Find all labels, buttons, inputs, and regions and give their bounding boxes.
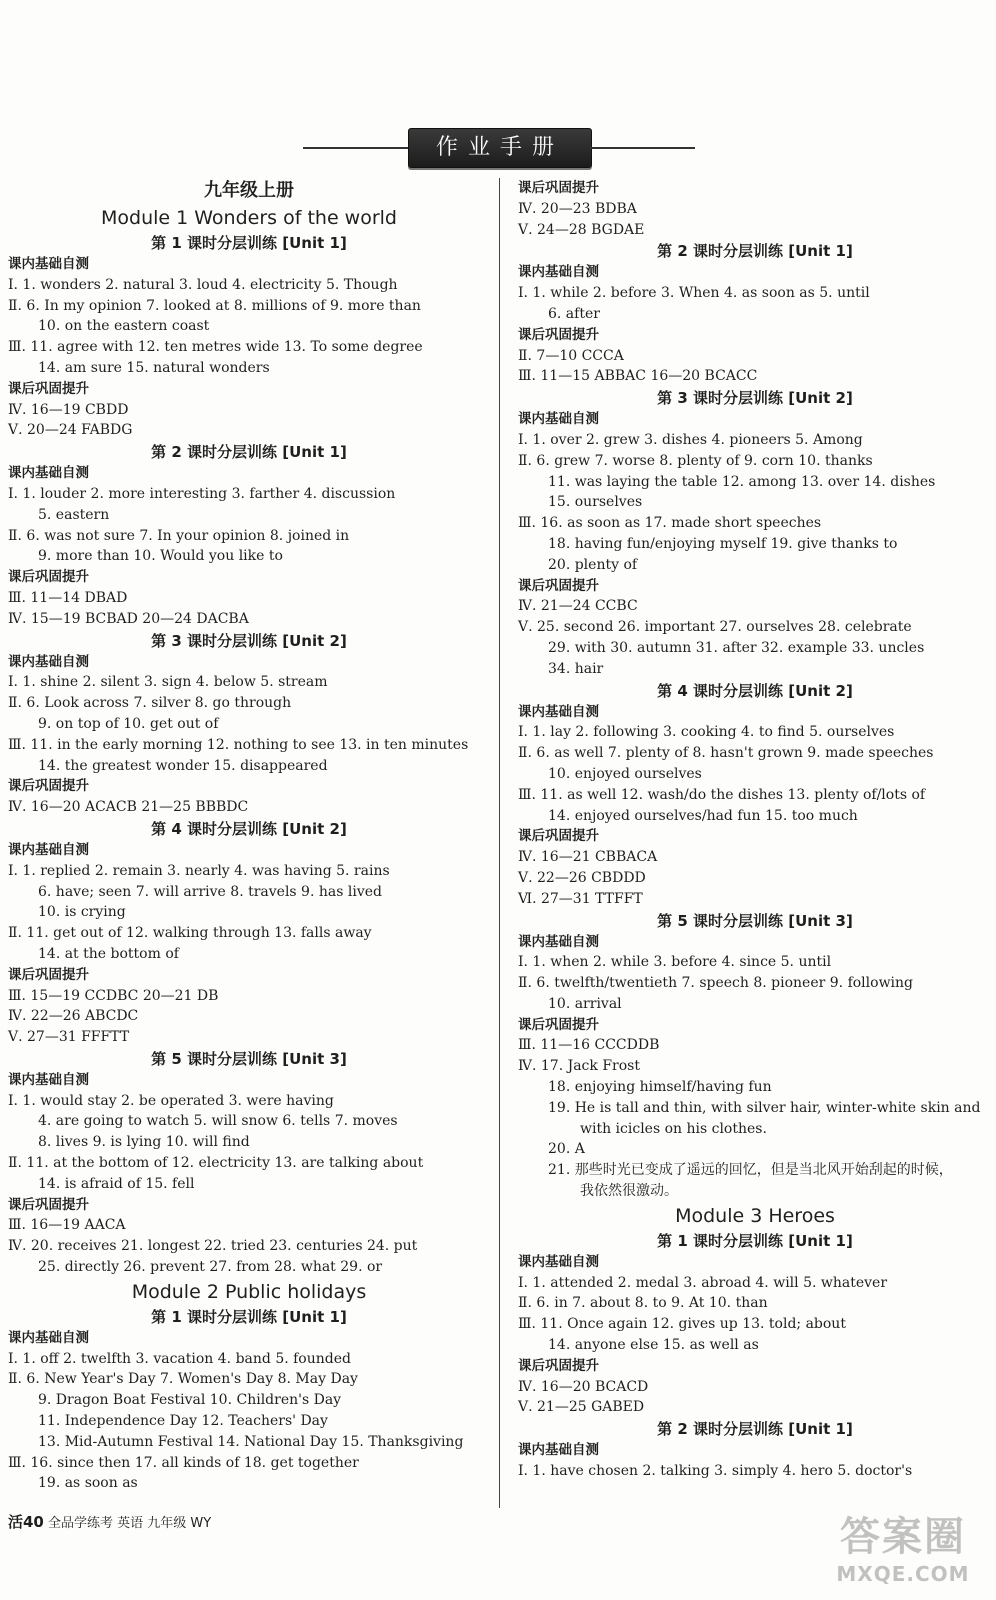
answer-line: 10. on the eastern coast	[38, 318, 210, 335]
answer-line: 10. enjoyed ourselves	[548, 765, 702, 782]
answer-line: Ⅰ. 1. while 2. before 3. When 4. as soon as 5. until	[518, 285, 870, 302]
answer-line: Ⅲ. 11—16 CCCDDB	[518, 1037, 660, 1054]
left-column	[8, 178, 490, 1494]
section-label: 课后巩固提升	[8, 380, 89, 397]
answer-line: 11. Independence Day 12. Teachers' Day	[38, 1413, 328, 1430]
answer-line: 5. eastern	[38, 506, 110, 523]
section-label: 课内基础自测	[518, 703, 599, 720]
answer-line: 14. anyone else 15. as well as	[548, 1337, 759, 1354]
answer-line: Ⅳ. 21—24 CCBC	[518, 598, 638, 615]
page-number: 活40	[8, 1513, 44, 1531]
section-label: 课后巩固提升	[518, 326, 599, 343]
answer-line: 18. having fun/enjoying myself 19. give thanks to	[548, 535, 898, 552]
watermark-logo	[828, 1505, 978, 1590]
section-label: 课内基础自测	[8, 256, 89, 272]
answer-line: Ⅰ. 1. would stay 2. be operated 3. were having	[8, 1092, 334, 1109]
column-divider	[499, 178, 500, 1508]
answer-line: 我依然很激动。	[580, 1183, 678, 1200]
answer-line: Ⅳ. 16—20 BCACD	[518, 1378, 649, 1395]
answer-line: with icicles on his clothes.	[580, 1120, 767, 1137]
answer-line: Ⅴ. 22—26 CBDDD	[518, 869, 646, 886]
answer-line: Ⅴ. 20—24 FABDG	[8, 422, 133, 439]
book-info: 全品学练考 英语 九年级 WY	[48, 1516, 212, 1531]
answer-line: Ⅰ. 1. shine 2. silent 3. sign 4. below 5. stream	[8, 674, 328, 691]
answer-line: Ⅲ. 16. since then 17. all kinds of 18. get together	[8, 1454, 359, 1471]
answer-line: Ⅲ. 11. Once again 12. gives up 13. told; about	[518, 1316, 846, 1333]
answer-line: Ⅱ. 6. in 7. about 8. to 9. At 10. than	[518, 1295, 768, 1312]
section-label: 课内基础自测	[518, 264, 599, 281]
section-label: 课后巩固提升	[8, 966, 89, 983]
answer-line: Ⅳ. 20. receives 21. longest 22. tried 23. centuries 24. put	[8, 1238, 418, 1255]
answer-line: 6. have; seen 7. will arrive 8. travels 9. has lived	[38, 883, 382, 900]
answer-line: Ⅱ. 6. New Year's Day 7. Women's Day 8. May Day	[8, 1371, 358, 1388]
watermark-mark: 答案圈	[840, 1514, 966, 1560]
answer-line: Ⅱ. 6. grew 7. worse 8. plenty of 9. corn 10. thanks	[518, 452, 873, 469]
answer-line: 10. arrival	[548, 995, 622, 1012]
answer-line: 8. lives 9. is lying 10. will find	[38, 1134, 250, 1151]
lesson-title: 第 4 课时分层训练 [Unit 2]	[657, 681, 853, 700]
section-label: 课后巩固提升	[518, 828, 599, 845]
answer-line: Ⅰ. 1. replied 2. remain 3. nearly 4. was having 5. rains	[8, 862, 390, 879]
lesson-title: 第 1 课时分层训练 [Unit 1]	[151, 1307, 347, 1326]
module-title: Module 2 Public holidays	[131, 1280, 367, 1303]
answer-line: 18. enjoying himself/having fun	[548, 1079, 772, 1096]
section-label: 课内基础自测	[518, 1253, 599, 1270]
lesson-title: 第 5 课时分层训练 [Unit 3]	[151, 1049, 347, 1068]
section-label: 课内基础自测	[8, 465, 89, 482]
lesson-title: 第 3 课时分层训练 [Unit 2]	[151, 631, 347, 650]
lesson-title: 第 2 课时分层训练 [Unit 1]	[657, 1420, 853, 1439]
answer-line: Ⅵ. 27—31 TTFFT	[518, 890, 643, 907]
answer-line: Ⅰ. 1. wonders 2. natural 3. loud 4. electricity 5. Though	[8, 276, 398, 293]
section-label: 课内基础自测	[8, 841, 89, 858]
answer-line: Ⅱ. 6. Look across 7. silver 8. go through	[8, 695, 292, 712]
answer-line: Ⅳ. 16—21 CBBACA	[518, 849, 658, 866]
lesson-title: 第 2 课时分层训练 [Unit 1]	[151, 443, 347, 462]
answer-line: Ⅱ. 6. as well 7. plenty of 8. hasn't grown 9. made speeches	[518, 745, 934, 762]
answer-line: Ⅰ. 1. when 2. while 3. before 4. since 5. until	[518, 954, 832, 971]
answer-line: Ⅱ. 6. was not sure 7. In your opinion 8. joined in	[8, 527, 350, 544]
answer-line: 20. A	[548, 1141, 585, 1158]
answer-line: Ⅳ. 16—20 ACACB 21—25 BBBDC	[8, 799, 249, 816]
answer-line: Ⅱ. 6. In my opinion 7. looked at 8. millions of 9. more than	[8, 297, 421, 314]
answer-line: Ⅱ. 6. twelfth/twentieth 7. speech 8. pioneer 9. following	[518, 975, 914, 992]
answer-line: Ⅰ. 1. lay 2. following 3. cooking 4. to find 5. ourselves	[518, 724, 895, 741]
answer-line: 34. hair	[548, 660, 604, 677]
answer-line: 13. Mid-Autumn Festival 14. National Day 15. Thanksgiving	[38, 1433, 464, 1450]
answer-line: 25. directly 26. prevent 27. from 28. what 29. or	[38, 1259, 383, 1276]
section-label: 课后巩固提升	[518, 1016, 599, 1033]
answer-line: Ⅲ. 11. in the early morning 12. nothing to see 13. in ten minutes	[8, 736, 469, 753]
lesson-title: 第 4 课时分层训练 [Unit 2]	[151, 819, 347, 838]
answer-line: Ⅱ. 7—10 CCCA	[518, 347, 624, 364]
section-banner: 作业手册	[408, 128, 592, 168]
answer-line: 4. are going to watch 5. will snow 6. tells 7. moves	[38, 1113, 398, 1130]
answer-line: Ⅲ. 15—19 CCDBC 20—21 DB	[8, 987, 219, 1004]
answer-line: 14. am sure 15. natural wonders	[38, 359, 270, 376]
section-label: 课内基础自测	[518, 1442, 599, 1459]
lesson-title: 第 3 课时分层训练 [Unit 2]	[657, 389, 853, 408]
answer-line: 14. is afraid of 15. fell	[38, 1175, 195, 1192]
answer-line: Ⅱ. 11. at the bottom of 12. electricity 13. are talking about	[8, 1155, 424, 1172]
section-label: 课后巩固提升	[518, 1357, 599, 1374]
banner-rule-right	[590, 147, 695, 149]
section-label: 课后巩固提升	[8, 778, 89, 795]
section-label: 课后巩固提升	[518, 577, 599, 594]
section-label: 课内基础自测	[8, 1071, 89, 1088]
answer-line: 20. plenty of	[548, 556, 638, 573]
answer-line: Ⅱ. 11. get out of 12. walking through 13. falls away	[8, 925, 372, 942]
answer-line: 14. enjoyed ourselves/had fun 15. too much	[548, 807, 858, 824]
section-label: 课内基础自测	[518, 411, 599, 428]
section-label: 课内基础自测	[518, 933, 599, 950]
answer-line: 9. Dragon Boat Festival 10. Children's Day	[38, 1392, 342, 1409]
answer-line: 6. after	[548, 305, 600, 322]
answer-line: Ⅳ. 16—19 CBDD	[8, 401, 129, 418]
answer-line: Ⅰ. 1. louder 2. more interesting 3. farther 4. discussion	[8, 485, 396, 502]
answer-line: Ⅳ. 17. Jack Frost	[518, 1058, 640, 1075]
answer-line: 21. 那些时光已变成了遥远的回忆，但是当北风开始刮起的时候，	[548, 1162, 953, 1179]
section-label: 课内基础自测	[8, 1329, 89, 1346]
answer-line: 29. with 30. autumn 31. after 32. example 33. uncles	[548, 639, 925, 656]
answer-line: Ⅲ. 11. agree with 12. ten metres wide 13. To some degree	[8, 339, 423, 356]
answer-line: Ⅲ. 11. as well 12. wash/do the dishes 13. plenty of/lots of	[518, 786, 926, 803]
section-label: 课后巩固提升	[518, 180, 599, 196]
section-label: 课后巩固提升	[8, 1196, 89, 1213]
answer-line: Ⅲ. 11—15 ABBAC 16—20 BCACC	[518, 368, 758, 385]
answer-line: Ⅰ. 1. have chosen 2. talking 3. simply 4. hero 5. doctor's	[518, 1463, 913, 1480]
section-label: 课内基础自测	[8, 653, 89, 670]
lesson-title: 第 1 课时分层训练 [Unit 1]	[657, 1231, 853, 1250]
lesson-title: 第 2 课时分层训练 [Unit 1]	[657, 242, 853, 261]
section-label: 课后巩固提升	[8, 569, 89, 586]
answer-line: Ⅴ. 27—31 FFFTT	[8, 1029, 130, 1046]
lesson-title: 第 5 课时分层训练 [Unit 3]	[657, 911, 853, 930]
grade-heading: 九年级上册	[204, 180, 294, 201]
lesson-title: 第 1 课时分层训练 [Unit 1]	[151, 234, 347, 252]
answer-line: 14. the greatest wonder 15. disappeared	[38, 757, 328, 774]
answer-line: Ⅴ. 25. second 26. important 27. ourselves 28. celebrate	[518, 619, 912, 636]
answer-line: Ⅳ. 22—26 ABCDC	[8, 1008, 139, 1025]
answer-line: Ⅰ. 1. off 2. twelfth 3. vacation 4. band 5. founded	[8, 1350, 351, 1367]
answer-line: 15. ourselves	[548, 494, 643, 511]
answer-line: 9. on top of 10. get out of	[38, 715, 219, 732]
right-column	[518, 178, 992, 1482]
answer-line: Ⅲ. 11—14 DBAD	[8, 589, 128, 606]
answer-line: 19. as soon as	[38, 1475, 138, 1492]
answer-line: Ⅳ. 15—19 BCBAD 20—24 DACBA	[8, 610, 249, 627]
answer-line: Ⅴ. 24—28 BGDAE	[518, 221, 645, 238]
answer-line: 11. was laying the table 12. among 13. over 14. dishes	[548, 473, 936, 490]
answer-line: 19. He is tall and thin, with silver hair, winter-white skin and	[548, 1099, 981, 1116]
answer-line: Ⅰ. 1. attended 2. medal 3. abroad 4. will 5. whatever	[518, 1274, 888, 1291]
answer-line: Ⅲ. 16. as soon as 17. made short speeches	[518, 515, 822, 532]
watermark-url: MXQE.COM	[836, 1562, 970, 1586]
answer-line: 10. is crying	[38, 904, 126, 921]
answer-line: 14. at the bottom of	[38, 945, 179, 962]
module-title: Module 1 Wonders of the world	[101, 207, 397, 229]
answer-line: Ⅰ. 1. over 2. grew 3. dishes 4. pioneers 5. Among	[518, 431, 863, 448]
answer-line: Ⅳ. 20—23 BDBA	[518, 200, 637, 217]
answer-line: Ⅲ. 16—19 AACA	[8, 1217, 126, 1234]
banner-rule-left	[303, 147, 408, 149]
module-title: Module 3 Heroes	[675, 1204, 835, 1227]
page-footer	[8, 1511, 211, 1532]
answer-line: 9. more than 10. Would you like to	[38, 548, 283, 565]
answer-line: Ⅴ. 21—25 GABED	[518, 1399, 645, 1416]
